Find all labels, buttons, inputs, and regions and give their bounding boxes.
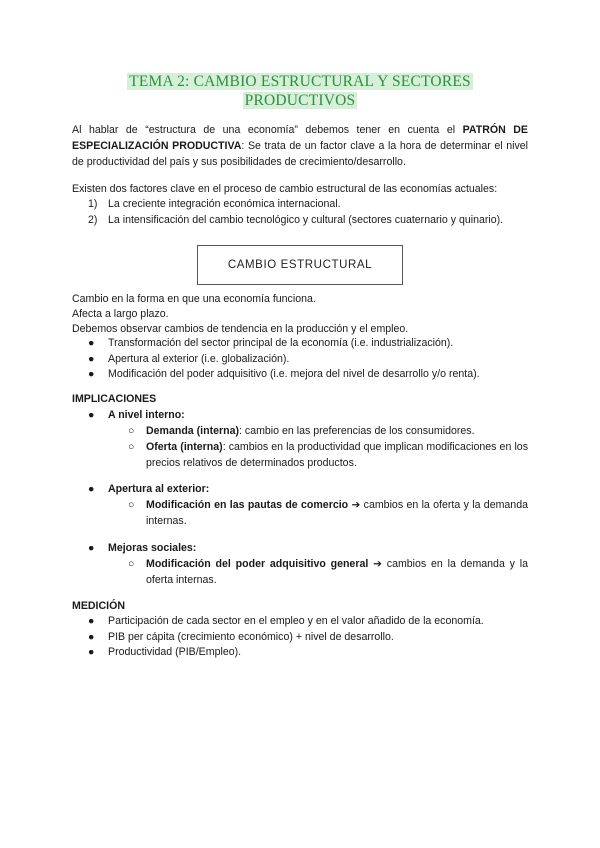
implicaciones-exterior-sublist xyxy=(128,497,528,529)
intro-paragraph: Al hablar de “estructura de una economía” debemos tener en cuenta el PATRÓN DE ESPECIALIZACIÓN PRODUCTIVA: Se trata de un factor clave a la hora de determinar el nivel de productividad del país y sus posibilidades de crecimiento/desarrollo. xyxy=(72,124,528,168)
definition-line-3: Debemos observar cambios de tendencia en la producción y el empleo. xyxy=(72,323,409,335)
definition-bullets xyxy=(88,336,480,383)
list-item: ● Transformación del sector principal de la economía (i.e. industrialización). xyxy=(88,336,480,352)
page-title xyxy=(0,72,600,110)
circle-bullet-icon: ○ xyxy=(128,441,135,453)
bullet-icon: ● xyxy=(88,368,95,380)
list-item: ● PIB per cápita (crecimiento económico) + nivel de desarrollo. xyxy=(88,630,484,646)
list-item: ● Apertura al exterior (i.e. globalización). xyxy=(88,352,480,368)
title-line-2: PRODUCTIVOS xyxy=(244,92,356,109)
definition-line-1: Cambio en la forma en que una economía funciona. xyxy=(72,293,316,305)
list-item: 2) La intensificación del cambio tecnológico y cultural (sectores cuaternario y quinario). xyxy=(88,213,504,226)
circle-bullet-icon: ○ xyxy=(128,499,135,511)
list-item: ○ Modificación en las pautas de comercio ➔ cambios en la oferta y la demanda internas. xyxy=(128,499,528,527)
list-item: ● Modificación del poder adquisitivo (i.e. mejora del nivel de desarrollo y/o renta). xyxy=(88,367,480,383)
circle-bullet-icon: ○ xyxy=(128,425,135,437)
medicion-bullets xyxy=(88,614,484,661)
list-item: ● Productividad (PIB/Empleo). xyxy=(88,645,484,661)
factors-list xyxy=(88,197,503,228)
bullet-icon: ● xyxy=(88,630,95,643)
implicaciones-sociales-sublist xyxy=(128,556,528,588)
implicaciones-interno: ● A nivel interno: xyxy=(88,408,185,424)
title-line-1: TEMA 2: CAMBIO ESTRUCTURAL Y SECTORES xyxy=(129,73,471,90)
bullet-icon: ● xyxy=(88,352,95,365)
medicion-heading: MEDICIÓN xyxy=(72,600,125,612)
bullet-icon: ● xyxy=(88,646,95,658)
list-item: ● Participación de cada sector en el empleo y en el valor añadido de la economía. xyxy=(88,614,484,630)
intro-bold-term: PATRÓN DE ESPECIALIZACIÓN PRODUCTIVA xyxy=(72,124,528,152)
list-item: 1) La creciente integración económica internacional. xyxy=(88,198,341,210)
bullet-icon: ● xyxy=(88,615,95,627)
implicaciones-exterior: ● Apertura al exterior: xyxy=(88,482,209,498)
bullet-icon: ● xyxy=(88,483,95,495)
list-item: ○ Oferta (interna): cambios en la productividad que implican modificaciones en los precios relativos de determinados productos. xyxy=(128,441,528,469)
implicaciones-heading: IMPLICACIONES xyxy=(72,393,157,405)
circle-bullet-icon: ○ xyxy=(128,558,135,570)
list-item: ○ Demanda (interna): cambio en las preferencias de los consumidores. xyxy=(128,425,475,437)
bullet-icon: ● xyxy=(88,542,95,554)
implicaciones-sociales: ● Mejoras sociales: xyxy=(88,541,196,557)
definition-line-2: Afecta a largo plazo. xyxy=(72,308,169,320)
section-box-cambio-estructural: CAMBIO ESTRUCTURAL xyxy=(197,245,403,285)
factors-lead: Existen dos factores clave en el proceso de cambio estructural de las economías actuales: xyxy=(72,183,498,195)
bullet-icon: ● xyxy=(88,337,95,349)
list-item: ○ Modificación del poder adquisitivo general ➔ cambios en la demanda y la oferta internas. xyxy=(128,558,528,586)
bullet-icon: ● xyxy=(88,409,95,421)
implicaciones-interno-sublist xyxy=(128,423,528,471)
